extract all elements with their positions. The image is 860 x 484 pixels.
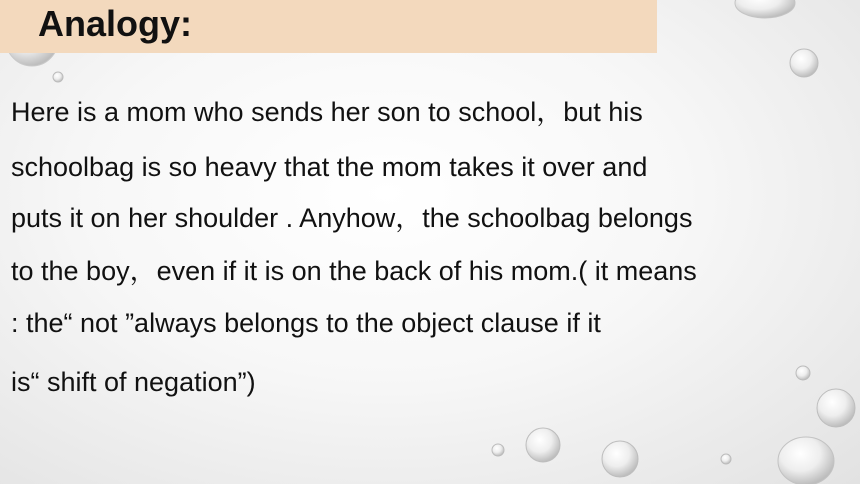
water-drop — [492, 444, 504, 456]
water-drop — [778, 437, 834, 484]
water-drop — [796, 366, 810, 380]
body-text-line-6: is“ shift of negation”) — [11, 367, 256, 397]
body-text-line-5: : the“ not ”always belongs to the object clause if it — [11, 308, 601, 338]
water-drop — [735, 0, 795, 18]
body-text-line-1: Here is a mom who sends her son to school，but his — [11, 97, 643, 127]
water-drop — [602, 441, 638, 477]
water-drop — [526, 428, 560, 462]
water-drop — [721, 454, 731, 464]
body-text-line-2: schoolbag is so heavy that the mom takes it over and — [11, 152, 648, 182]
water-drop — [817, 389, 855, 427]
slide-title: Analogy: — [38, 3, 193, 44]
body-text-line-3: puts it on her shoulder . Anyhow，the schoolbag belongs — [11, 203, 693, 233]
water-drop — [790, 49, 818, 77]
water-drop — [53, 72, 63, 82]
body-text-line-4: to the boy，even if it is on the back of his mom.( it means — [11, 256, 697, 286]
